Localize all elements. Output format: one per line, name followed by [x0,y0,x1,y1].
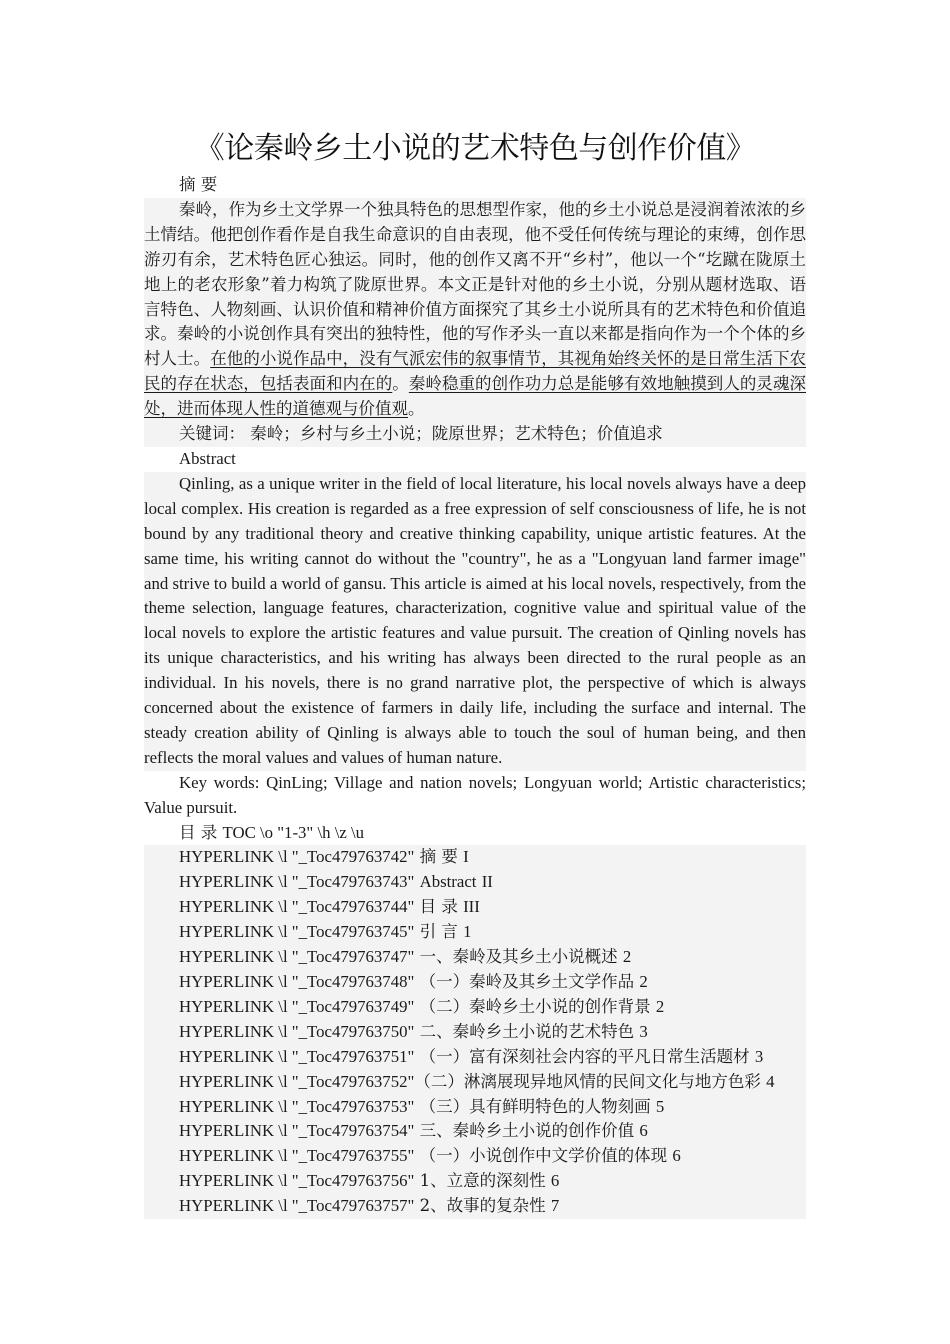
toc-entry-page: 4 [766,1071,775,1091]
toc-entry-code: HYPERLINK \l "_Toc479763743" [179,872,415,892]
abstract-heading-en: Abstract [179,448,236,468]
toc-entry-page: II [481,872,493,892]
toc-entry-page: 6 [639,1121,648,1141]
toc-entry-text: 三、秦岭乡土小说的创作价值 [419,1121,635,1141]
toc-entry[interactable] [144,845,806,870]
abstract-cn-punct-2: 。 [408,399,425,419]
toc-entry[interactable] [144,1194,806,1219]
toc-entry-code: HYPERLINK \l "_Toc479763748" [179,972,415,991]
toc-entry-page: 5 [655,1096,665,1116]
toc-entry-text: （一）富有深刻社会内容的平凡日常生活题材 [419,1046,750,1066]
abstract-cn-underlined-1: 在他的小说作品中，没有气派宏伟的叙事情节，其视角始终关怀的是日常生活下农民的存在状态，包括表面和内在的 [144,349,807,394]
toc-entry-text: 目 录 [419,897,458,917]
toc-entry[interactable] [144,1020,806,1045]
toc-entry-page: 2 [655,996,665,1016]
toc-entry[interactable] [144,970,806,995]
toc-entry-code: HYPERLINK \l "_Toc479763751" [179,1046,415,1066]
toc-entry-code: HYPERLINK \l "_Toc479763755" [179,1146,415,1166]
toc-list [144,845,806,1219]
toc-entry[interactable] [144,1169,806,1194]
toc-entry[interactable] [144,995,806,1020]
toc-entry-code: HYPERLINK \l "_Toc479763757" [179,1196,415,1216]
toc-entry-text: （一）秦岭及其乡土文学作品 [419,972,635,991]
abstract-cn-underlined-2: 秦岭稳重的创作功力总是能够有效地触摸到人的灵魂深处，进而体现人性的道德观与价值观 [144,374,807,419]
toc-entry[interactable] [144,895,806,920]
toc-entry-text: 摘 要 [419,847,458,867]
toc-entry-code: HYPERLINK \l "_Toc479763742" [179,847,415,867]
abstract-cn-punct-1: 。 [392,374,409,394]
keywords-cn: 关键词： 秦岭；乡村与乡土小说；陇原世界；艺术特色；价值追求 [144,422,806,447]
toc-entry-page: 6 [672,1146,681,1166]
toc-entry-code: HYPERLINK \l "_Toc479763754" [179,1121,415,1141]
toc-entry[interactable] [144,920,806,945]
abstract-cn-text: 秦岭，作为乡土文学界一个独具特色的思想型作家，他的乡土小说总是浸润着浓浓的乡土情结。他把创作看作是自我生命意识的自由表现，他不受任何传统与理论的束缚，创作思游刃有余，艺术特色匠心独运。同时，他的创作又离不开“乡村”，他以一个“圪蹴在陇原土地上的老农形象”着力构筑了陇原世界。本文正是针对他的乡土小说，分别从题材选取、语言特色、人物刻画、认识价值和精神价值方面探究了其乡土小说所具有的艺术特色和价值追求。秦岭的小说创作具有突出的独特性，他的写作矛头一直以来都是指向作为一个个体的乡村人士。 [144,199,806,369]
toc-entry-text: （二）秦岭乡土小说的创作背景 [419,996,651,1016]
toc-entry-text: （三）具有鲜明特色的人物刻画 [419,1096,651,1116]
toc-entry-page: 3 [754,1046,764,1066]
toc-field-code: TOC \o "1-3" \h \z \u [222,822,365,842]
toc-entry-code: HYPERLINK \l "_Toc479763756" [179,1171,415,1191]
toc-heading-line [144,821,806,846]
toc-entry[interactable] [144,945,806,970]
toc-entry-code: HYPERLINK \l "_Toc479763752" [179,1071,415,1091]
document-title: 《论秦岭乡土小说的艺术特色与创作价值》 [194,131,756,166]
toc-entry-text: 2、故事的复杂性 [419,1196,546,1216]
toc-entry-code: HYPERLINK \l "_Toc479763749" [179,996,415,1016]
toc-entry-page: 3 [639,1021,648,1041]
toc-entry-text: 引 言 [419,922,458,942]
toc-entry[interactable] [144,1045,806,1070]
toc-entry-text: Abstract [419,872,477,892]
abstract-heading-cn: 摘 要 [179,175,218,194]
toc-entry-code: HYPERLINK \l "_Toc479763750" [179,1021,415,1041]
toc-entry-page: 7 [550,1196,560,1216]
toc-entry[interactable] [144,1095,806,1120]
toc-entry-page: 6 [550,1171,560,1191]
toc-entry-page: 2 [639,972,648,991]
toc-entry-page: III [463,897,480,917]
toc-entry-code: HYPERLINK \l "_Toc479763745" [179,922,415,942]
keywords-en: Key words: QinLing; Village and nation novels; Longyuan world; Artistic characteristics; Value pursuit. [144,772,806,817]
abstract-paragraph-cn [144,198,806,422]
toc-entry[interactable] [144,1119,806,1144]
toc-entry[interactable] [144,1144,806,1169]
toc-entry[interactable] [144,1070,806,1095]
document-body [144,173,806,1219]
toc-heading: 目 录 [179,822,218,842]
toc-entry-text: （一）小说创作中文学价值的体现 [419,1146,668,1166]
toc-entry-text: （二）淋漓展现异地风情的民间文化与地方色彩 [414,1071,761,1091]
toc-entry-text: 1、立意的深刻性 [419,1171,546,1191]
toc-entry-page: 1 [463,922,472,942]
toc-entry-code: HYPERLINK \l "_Toc479763744" [179,897,415,917]
toc-entry[interactable] [144,870,806,895]
toc-entry-text: 二、秦岭乡土小说的艺术特色 [419,1021,635,1041]
toc-entry-text: 一、秦岭及其乡土小说概述 [419,947,618,967]
toc-entry-code: HYPERLINK \l "_Toc479763753" [179,1096,415,1116]
toc-entry-code: HYPERLINK \l "_Toc479763747" [179,947,415,967]
toc-entry-page: I [463,847,469,867]
abstract-paragraph-en: Qinling, as a unique writer in the field of local literature, his local novels always have a deep local complex. His creation is regarded as a free expression of self consciousness of life, he is not bound by any traditional theory and creative thinking capability, unique artistic features. At the same time, his writing cannot do without the "country", he as a "Longyuan land farmer image" and strive to build a world of gansu. This article is aimed at his local novels, respectively, from the theme selection, language features, characterization, cognitive value and spiritual value of the local novels to explore the artistic features and value pursuit. The creation of Qinling novels has its unique characteristics, and his writing has always been directed to the rural people as an individual. In his novels, there is no grand narrative plot, the perspective of which is always concerned about the existence of farmers in daily life, including the surface and internal. The steady creation ability of Qinling is always able to touch the soul of human being, and then reflects the moral values and values of human nature. [144,472,806,771]
toc-entry-page: 2 [622,947,632,967]
